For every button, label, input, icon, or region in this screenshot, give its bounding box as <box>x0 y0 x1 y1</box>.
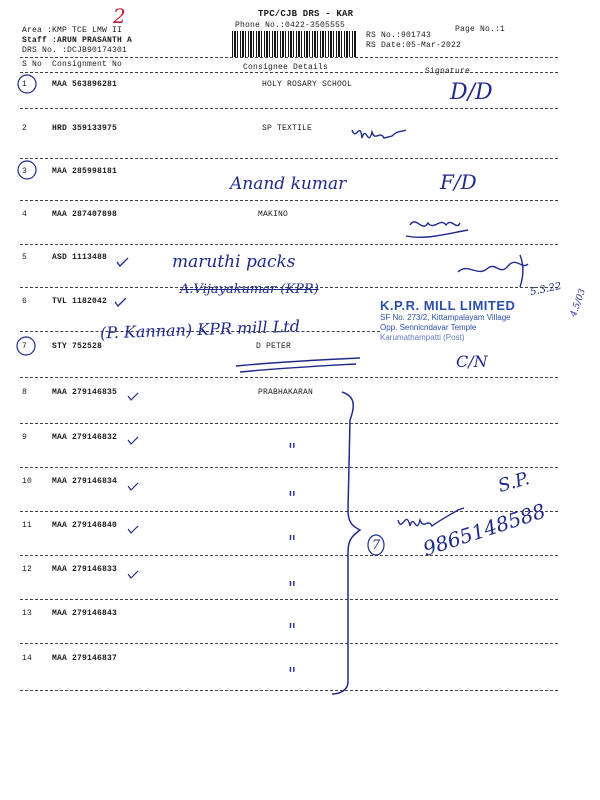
row-consignee: HOLY ROSARY SCHOOL <box>262 80 353 89</box>
stamp-address-line: Opp. Sennicndavar Temple <box>380 323 477 332</box>
handwritten-date: 5.3.22 <box>529 280 563 299</box>
row-consignment: MAA 279146833 <box>52 565 118 574</box>
row-consignment: HRD 359133975 <box>52 124 118 133</box>
tick-mark <box>117 258 128 266</box>
circle-mark <box>18 161 36 179</box>
circled-number-7: 7 <box>372 538 381 553</box>
row-sno: 9 <box>22 433 28 442</box>
row-consignee: MAKINO <box>258 210 289 219</box>
row5-consignee-handwritten: maruthi packs <box>172 252 296 272</box>
handwritten-time: 4.5/03 <box>568 287 589 319</box>
row-sno: 12 <box>22 565 33 574</box>
tick-mark <box>128 483 138 490</box>
row-sno: 6 <box>22 297 28 306</box>
row-consignment: MAA 563896281 <box>52 80 118 89</box>
tick-mark <box>115 298 126 306</box>
tick-mark <box>128 393 138 400</box>
ditto-mark: " <box>288 440 297 461</box>
row11-signature <box>398 508 464 526</box>
row-consignment: MAA 287407898 <box>52 210 118 219</box>
row-sno: 8 <box>22 388 28 397</box>
row-sno: 5 <box>22 253 28 262</box>
row3-consignee-handwritten: Anand kumar <box>230 174 347 194</box>
stamp-address-line: Karumathampatti (Post) <box>380 333 465 342</box>
ditto-mark: " <box>288 578 297 599</box>
handwritten-mark: 2 <box>113 4 126 28</box>
column-signature: Signature <box>425 67 471 76</box>
row-sno: 7 <box>22 342 28 351</box>
document-title: TPC/CJB DRS - KAR <box>258 9 354 19</box>
row-sno: 4 <box>22 210 28 219</box>
area-label: Area :KMP TCE LMW II <box>22 26 123 35</box>
circle-mark <box>18 75 36 93</box>
circle-mark <box>17 337 35 355</box>
row1-signature: D/D <box>450 80 493 105</box>
row-consignment: MAA 279146843 <box>52 609 118 618</box>
row-consignment: MAA 285998181 <box>52 167 118 176</box>
ditto-mark: " <box>288 532 297 553</box>
row5-struck-name: A.Vijayakumar (KPR) <box>180 282 319 297</box>
row-sno: 13 <box>22 609 33 618</box>
row-sno: 2 <box>22 124 28 133</box>
row-consignment: MAA 279146835 <box>52 388 118 397</box>
row-consignment: TVL 1182042 <box>52 297 108 306</box>
circle-mark <box>368 535 384 555</box>
row-consignment: MAA 279146832 <box>52 433 118 442</box>
ditto-mark: " <box>288 620 297 641</box>
row2-signature <box>352 130 406 138</box>
tick-mark <box>128 437 138 444</box>
column-consignment: Consignment No <box>52 60 123 69</box>
column-consignee: Consignee Details <box>243 63 329 72</box>
row-consignment: ASD 1113488 <box>52 253 108 262</box>
row7-consignee-handwritten: (P. Kannan) KPR mill Ltd <box>99 316 301 343</box>
row4-signature <box>406 222 468 237</box>
row-consignment: MAA 279146837 <box>52 654 118 663</box>
tick-mark <box>128 526 138 533</box>
stamp-address-line: SF No. 273/2, Kittampalayam Village <box>380 313 511 322</box>
row-sno: 11 <box>22 521 33 530</box>
row-consignment: STY 752528 <box>52 342 103 351</box>
row-sno: 10 <box>22 477 33 486</box>
page-number: Page No.:1 <box>455 25 506 34</box>
row7-signature: C/N <box>456 352 488 371</box>
tick-mark <box>128 571 138 578</box>
ditto-mark: " <box>288 488 297 509</box>
staff-label: Staff :ARUN PRASANTH A <box>22 36 133 45</box>
row3-signature: F/D <box>440 170 477 194</box>
row-sno: 3 <box>22 167 28 176</box>
row-consignee: SP TEXTILE <box>262 124 313 133</box>
company-stamp <box>380 298 570 348</box>
row-sno: 14 <box>22 654 33 663</box>
drs-number: DRS No. :DCJB90174301 <box>22 46 128 55</box>
row-consignment: MAA 279146840 <box>52 521 118 530</box>
grouping-bracket <box>332 392 360 694</box>
row-consignment: MAA 279146834 <box>52 477 118 486</box>
receiver-phone: 9865148588 <box>420 498 549 561</box>
stamp-company-name: K.P.R. MILL LIMITED <box>380 298 516 313</box>
phone-number: Phone No.:0422-3505555 <box>235 21 346 30</box>
row-sno: 1 <box>22 80 28 89</box>
row5-signature <box>458 255 528 287</box>
receiver-initials: S.P. <box>495 468 532 497</box>
row7-underline <box>236 358 360 372</box>
row-consignee: PRABHAKARAN <box>258 388 314 397</box>
column-sno: S No <box>22 60 43 69</box>
ditto-mark: " <box>288 664 297 685</box>
rs-date: RS Date:05-Mar-2022 <box>366 41 462 50</box>
rs-number: RS No.:901743 <box>366 31 432 40</box>
row-consignee: D PETER <box>256 342 292 351</box>
